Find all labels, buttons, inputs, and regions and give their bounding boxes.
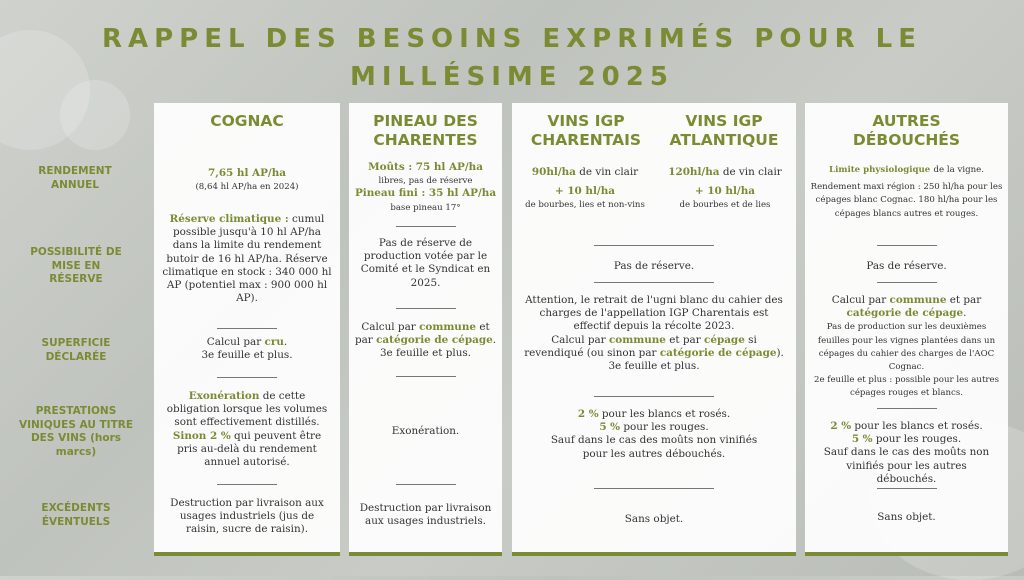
pineau-mouts-value: Moûts : 75 hl AP/ha [368,161,483,173]
igp-atlantique-rendement [654,166,796,212]
cognac-prestations-exoneration: Exonération [188,390,260,402]
cognac-reserve-label: Réserve climatique : [169,213,289,225]
igp-reserve: Pas de réserve. [613,260,695,272]
pineau-superficie-commune: commune [419,321,477,333]
pineau-fini-value: Pineau fini : 35 hl AP/ha [354,187,497,200]
autres-rendement-limite: Limite physiologique [829,165,931,175]
autres-superficie-pre: Calcul par [831,294,887,306]
igp-charentais-rendement-text: de vin clair [579,166,639,178]
autres-superficie-text2: Pas de production sur les deuxièmes feuilles pour les vignes plantées dans un cépages du cahier des charges de l'AOC Cognac. [817,322,996,373]
igp-prestations-2pct: 2 % [577,408,599,420]
column-autres [805,103,1008,556]
pineau-excedents: Destruction par livraison aux usages industriels. [359,502,492,528]
separator [396,484,456,485]
separator [217,377,277,378]
cognac-prestations-text2: qui peuvent être pris au-delà du rendement annuel autorisé. [177,429,322,469]
separator [217,484,277,485]
column-cognac [154,103,340,556]
igp-superficie-line2: 3e feuille et plus. [608,360,700,373]
separator [594,282,714,283]
column-header-autres: AUTRES DÉBOUCHÉS [852,112,961,149]
column-pineau [349,103,502,556]
autres-prestations-text2: pour les rouges. [875,433,962,446]
autres-prestations-text3: Sauf dans le cas des moûts non vinifiés pour les autres débouchés. [823,446,990,485]
column-header-igp-atlantique: VINS IGP ATLANTIQUE [669,112,779,149]
autres-prestations [805,420,1008,486]
pineau-reserve: Pas de réserve de production votée par le Comité et le Syndicat en 2025. [360,237,491,289]
pineau-superficie [349,321,502,361]
igp-charentais-rendement [512,166,658,212]
igp-prestations-5pct: 5 % [599,421,621,434]
igp-charentais-rendement-plus: + 10 hl/ha [555,185,615,198]
separator [396,376,456,377]
cognac-prestations-sinon: Sinon 2 % [172,429,231,442]
autres-prestations-text1: pour les blancs et rosés. [854,420,983,432]
autres-rendement [805,163,1008,220]
cognac-rendement-note: (8,64 hl AP/ha en 2024) [195,182,299,193]
igp-atlantique-rendement-text: de vin clair [722,166,782,178]
separator [594,245,714,246]
igp-prestations-text3: Sauf dans le cas des moûts non vinifiés pour les autres débouchés. [550,434,758,460]
pineau-mouts-note: libres, pas de réserve [378,176,473,187]
igp-atlantique-rendement-note: de bourbes et de lies [679,200,771,211]
igp-prestations-text1: pour les blancs et rosés. [601,408,731,420]
igp-atlantique-rendement-value: 120hl/ha [668,166,720,178]
cognac-rendement [154,167,340,193]
separator [877,408,937,409]
column-igp [512,103,796,556]
igp-superficie-attention: Attention, le retrait de l'ugni blanc du cahier des charges de l'appellation IGP Charentais est effectif depuis la récolte 2023. [525,294,783,333]
column-header-cognac: COGNAC [210,112,284,130]
autres-prestations-2pct: 2 % [830,420,852,432]
cognac-rendement-value: 7,65 hl AP/ha [207,167,286,179]
cognac-prestations-text1: de cette obligation lorsque les volumes sont effectivement distillés. [166,390,328,429]
separator [396,226,456,227]
row-label-reserve: POSSIBILITÉ DE MISE EN RÉSERVE [30,246,122,285]
igp-superficie-categorie: catégorie de cépage [659,346,777,359]
igp-superficie [512,294,796,373]
autres-superficie-categorie: catégorie de cépage [846,307,964,320]
pineau-superficie-pre: Calcul par [361,321,416,333]
pineau-prestations: Exonération. [391,425,460,437]
igp-superficie-mid2: si revendiqué (ou sinon par [524,333,757,359]
column-header-pineau: PINEAU DES CHARENTES [373,112,478,149]
autres-superficie-post: . [963,307,967,320]
cognac-superficie-cru: cru [264,336,284,348]
separator [877,245,937,246]
row-label-rendement: RENDEMENT ANNUEL [38,165,112,191]
separator [594,396,714,397]
pineau-superficie-mid: et par [354,321,490,347]
igp-superficie-commune: commune [608,333,666,346]
pineau-superficie-post: . [492,334,497,347]
pineau-superficie-line2: 3e feuille et plus. [379,347,472,360]
autres-superficie-commune: commune [889,294,947,306]
autres-reserve: Pas de réserve. [866,260,947,272]
cognac-reserve [154,213,340,305]
igp-charentais-rendement-value: 90hl/ha [531,166,576,178]
cognac-superficie-post: . [283,336,288,348]
cognac-superficie [154,336,340,362]
separator [877,488,937,489]
igp-superficie-cepage: cépage [704,333,745,346]
cognac-superficie-line2: 3e feuille et plus. [201,349,293,362]
igp-excedents: Sans objet. [624,513,684,525]
row-label-excedents: EXCÉDENTS ÉVENTUELS [41,502,111,528]
cognac-prestations [154,390,340,469]
igp-prestations-text2: pour les rouges. [623,421,709,434]
title-line-2: MILLÉSIME 2025 [350,62,674,92]
pineau-fini-note: base pineau 17° [390,202,461,213]
autres-superficie [805,294,1008,400]
igp-superficie-mid: et par [669,333,701,346]
title-line-1: RAPPEL DES BESOINS EXPRIMÉS POUR LE [101,24,922,54]
row-label-superficie: SUPERFICIE DÉCLARÉE [41,337,111,363]
pineau-rendement [349,161,502,214]
separator [877,282,937,283]
autres-rendement-region: Rendement maxi région : 250 hl/ha pour les cépages blanc Cognac. 180 hl/ha pour les cépages blancs autres et rouges. [810,182,1003,219]
igp-prestations [512,408,796,461]
autres-superficie-mid: et par [949,294,982,306]
autres-rendement-text: de la vigne. [933,165,984,175]
separator [217,328,277,329]
igp-charentais-rendement-note: de bourbes, lies et non-vins [525,200,645,211]
page-title [0,20,1024,96]
igp-superficie-pre: Calcul par [551,333,606,346]
cognac-superficie-pre: Calcul par [206,336,262,348]
autres-superficie-text3: 2e feuille et plus : possible pour les autres cépages rouges et blancs. [813,375,1000,399]
igp-superficie-post: ). [776,346,784,359]
column-header-igp-charentais: VINS IGP CHARENTAIS [530,112,642,149]
separator [396,308,456,309]
separator [594,488,714,489]
cognac-excedents: Destruction par livraison aux usages industriels (jus de raisin, sucre de raisin). [170,497,324,536]
autres-prestations-5pct: 5 % [851,433,873,446]
pineau-superficie-categorie: catégorie de cépage [376,334,493,347]
cognac-reserve-text: cumul possible jusqu'à 10 hl AP/ha dans la limite du rendement butoir de 16 hl AP/ha. Réserve climatique en stock : 340 000 hl AP (potentiel max : 900 000 hl AP). [162,213,332,305]
igp-atlantique-rendement-plus: + 10 hl/ha [695,185,755,198]
autres-excedents: Sans objet. [877,511,936,523]
row-label-prestations: PRESTATIONS VINIQUES AU TITRE DES VINS (hors marcs) [18,405,134,458]
